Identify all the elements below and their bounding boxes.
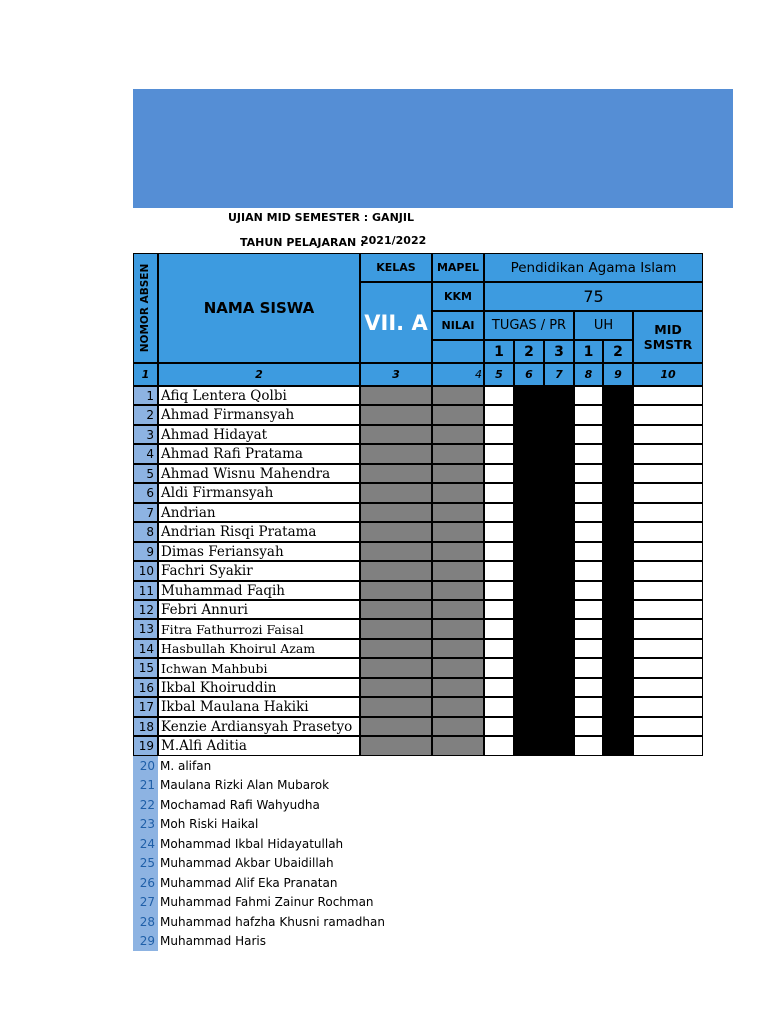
row-number: 5 xyxy=(133,464,158,483)
row-number: 21 xyxy=(133,775,158,795)
uh-1-cell[interactable] xyxy=(574,503,603,522)
kelas-cell xyxy=(360,619,432,639)
uh-1-cell[interactable] xyxy=(574,542,603,561)
nilai-cell xyxy=(432,717,484,736)
tugas-1-cell[interactable] xyxy=(484,581,514,600)
mid-cell[interactable] xyxy=(633,619,703,639)
uh-1-cell[interactable] xyxy=(574,405,603,425)
tugas-2-3-cell xyxy=(514,386,574,405)
nilai-cell xyxy=(432,639,484,658)
student-name: M. alifan xyxy=(160,758,212,773)
tugas-1-cell[interactable] xyxy=(484,639,514,658)
header-nama-siswa: NAMA SISWA xyxy=(158,253,360,363)
tugas-1-cell[interactable] xyxy=(484,678,514,697)
student-name: Ichwan Mahbubi xyxy=(158,658,360,678)
uh-1-cell[interactable] xyxy=(574,386,603,405)
column-number: 4 xyxy=(432,363,484,386)
header-tugas-number: 1 xyxy=(484,340,514,363)
student-name: M.Alfi Aditia xyxy=(158,736,360,756)
uh-1-cell[interactable] xyxy=(574,658,603,678)
tugas-2-3-cell xyxy=(514,444,574,464)
uh-1-cell[interactable] xyxy=(574,464,603,483)
uh-2-cell xyxy=(603,619,633,639)
tugas-2-3-cell xyxy=(514,697,574,717)
header-uh-number: 1 xyxy=(574,340,603,363)
row-number: 13 xyxy=(133,619,158,639)
kelas-cell xyxy=(360,678,432,697)
kelas-cell xyxy=(360,503,432,522)
kelas-cell xyxy=(360,658,432,678)
nilai-cell xyxy=(432,444,484,464)
row-number: 1 xyxy=(133,386,158,405)
tugas-2-3-cell xyxy=(514,464,574,483)
student-name: Ikbal Maulana Hakiki xyxy=(158,697,360,717)
nilai-cell xyxy=(432,619,484,639)
tugas-2-3-cell xyxy=(514,425,574,444)
header-tugas-number: 3 xyxy=(544,340,574,363)
student-name: Moh Riski Haikal xyxy=(160,817,259,831)
row-number: 29 xyxy=(133,931,158,951)
tugas-2-3-cell xyxy=(514,405,574,425)
uh-1-cell[interactable] xyxy=(574,736,603,756)
header-kelas-label: KELAS xyxy=(360,253,432,282)
nilai-cell xyxy=(432,561,484,581)
exam-label: UJIAN MID SEMESTER : GANJIL xyxy=(228,211,414,224)
row-number: 24 xyxy=(133,834,158,853)
kelas-cell xyxy=(360,736,432,756)
row-number: 8 xyxy=(133,522,158,542)
uh-1-cell[interactable] xyxy=(574,425,603,444)
kelas-cell xyxy=(360,600,432,619)
uh-1-cell[interactable] xyxy=(574,717,603,736)
tugas-2-3-cell xyxy=(514,717,574,736)
uh-2-cell xyxy=(603,639,633,658)
column-number: 5 xyxy=(484,363,514,386)
uh-2-cell xyxy=(603,561,633,581)
tugas-1-cell[interactable] xyxy=(484,405,514,425)
uh-2-cell xyxy=(603,542,633,561)
mid-cell[interactable] xyxy=(633,464,703,483)
nilai-cell xyxy=(432,425,484,444)
nilai-cell xyxy=(432,386,484,405)
header-uh-label: UH xyxy=(574,311,633,340)
uh-1-cell[interactable] xyxy=(574,561,603,581)
mid-cell[interactable] xyxy=(633,717,703,736)
kelas-cell xyxy=(360,464,432,483)
header-nomor-absen xyxy=(133,253,158,363)
student-name: Muhammad Fahmi Zainur Rochman xyxy=(160,895,374,909)
student-name: Febri Annuri xyxy=(158,600,360,619)
row-number: 18 xyxy=(133,717,158,736)
nilai-cell xyxy=(432,483,484,503)
header-mapel-value: Pendidikan Agama Islam xyxy=(484,253,703,282)
kelas-cell xyxy=(360,425,432,444)
uh-2-cell xyxy=(603,464,633,483)
row-number: 17 xyxy=(133,697,158,717)
tugas-1-cell[interactable] xyxy=(484,619,514,639)
row-number: 11 xyxy=(133,581,158,600)
column-number: 1 xyxy=(133,363,158,386)
row-number: 26 xyxy=(133,873,158,892)
row-number: 10 xyxy=(133,561,158,581)
tugas-1-cell[interactable] xyxy=(484,503,514,522)
header-uh-number: 2 xyxy=(603,340,633,363)
header-tugas-label: TUGAS / PR xyxy=(484,311,574,340)
mid-cell[interactable] xyxy=(633,542,703,561)
uh-2-cell xyxy=(603,717,633,736)
student-name: Mohammad Ikbal Hidayatullah xyxy=(160,836,344,851)
uh-2-cell xyxy=(603,581,633,600)
mid-cell[interactable] xyxy=(633,736,703,756)
nilai-cell xyxy=(432,542,484,561)
nilai-cell xyxy=(432,600,484,619)
tugas-2-3-cell xyxy=(514,581,574,600)
header-nilai-label: NILAI xyxy=(432,311,484,340)
student-name: Dimas Feriansyah xyxy=(158,542,360,561)
uh-2-cell xyxy=(603,483,633,503)
student-name: Ikbal Khoiruddin xyxy=(158,678,360,697)
student-name: Ahmad Rafi Pratama xyxy=(158,444,360,464)
uh-1-cell[interactable] xyxy=(574,522,603,542)
row-number: 12 xyxy=(133,600,158,619)
mid-cell[interactable] xyxy=(633,561,703,581)
kelas-cell xyxy=(360,717,432,736)
column-number: 2 xyxy=(158,363,360,386)
kelas-cell xyxy=(360,639,432,658)
mid-cell[interactable] xyxy=(633,678,703,697)
uh-2-cell xyxy=(603,386,633,405)
year-label: TAHUN PELAJARAN : xyxy=(240,236,365,249)
column-number: 7 xyxy=(544,363,574,386)
nilai-cell xyxy=(432,405,484,425)
tugas-1-cell[interactable] xyxy=(484,542,514,561)
uh-1-cell[interactable] xyxy=(574,444,603,464)
tugas-1-cell[interactable] xyxy=(484,483,514,503)
uh-1-cell[interactable] xyxy=(574,697,603,717)
nilai-cell xyxy=(432,678,484,697)
row-number: 20 xyxy=(133,756,158,775)
tugas-2-3-cell xyxy=(514,678,574,697)
tugas-1-cell[interactable] xyxy=(484,697,514,717)
student-name: Muhammad Akbar Ubaidillah xyxy=(160,856,334,870)
student-name: Aldi Firmansyah xyxy=(158,483,360,503)
student-name: Muhammad Faqih xyxy=(158,581,360,600)
row-number: 22 xyxy=(133,795,158,814)
uh-1-cell[interactable] xyxy=(574,619,603,639)
student-name: Maulana Rizki Alan Mubarok xyxy=(160,778,330,792)
row-number: 7 xyxy=(133,503,158,522)
row-number: 25 xyxy=(133,853,158,873)
uh-2-cell xyxy=(603,697,633,717)
mid-cell[interactable] xyxy=(633,386,703,405)
mid-cell[interactable] xyxy=(633,522,703,542)
header-kkm-value: 75 xyxy=(484,282,703,311)
kelas-cell xyxy=(360,542,432,561)
tugas-2-3-cell xyxy=(514,658,574,678)
kelas-cell xyxy=(360,386,432,405)
kelas-cell xyxy=(360,444,432,464)
header-tugas-number: 2 xyxy=(514,340,544,363)
uh-1-cell[interactable] xyxy=(574,483,603,503)
row-number: 6 xyxy=(133,483,158,503)
row-number: 9 xyxy=(133,542,158,561)
mid-cell[interactable] xyxy=(633,483,703,503)
uh-2-cell xyxy=(603,736,633,756)
student-name: Muhammad Alif Eka Pranatan xyxy=(160,875,338,890)
nilai-cell xyxy=(432,581,484,600)
column-number: 3 xyxy=(360,363,432,386)
kelas-cell xyxy=(360,697,432,717)
tugas-1-cell[interactable] xyxy=(484,444,514,464)
uh-2-cell xyxy=(603,444,633,464)
mid-cell[interactable] xyxy=(633,697,703,717)
mid-cell[interactable] xyxy=(633,405,703,425)
student-name: Fitra Fathurrozi Faisal xyxy=(158,619,360,639)
student-name: Ahmad Firmansyah xyxy=(158,405,360,425)
uh-2-cell xyxy=(603,522,633,542)
student-name: Ahmad Wisnu Mahendra xyxy=(158,464,360,483)
tugas-2-3-cell xyxy=(514,600,574,619)
kelas-cell xyxy=(360,561,432,581)
row-number: 3 xyxy=(133,425,158,444)
header-nilai-blank xyxy=(432,340,484,363)
kelas-cell xyxy=(360,522,432,542)
row-number: 2 xyxy=(133,405,158,425)
tugas-2-3-cell xyxy=(514,542,574,561)
header-kelas-value: VII. A xyxy=(360,282,432,363)
row-number: 27 xyxy=(133,892,158,912)
uh-1-cell[interactable] xyxy=(574,678,603,697)
uh-2-cell xyxy=(603,678,633,697)
row-number: 23 xyxy=(133,814,158,834)
student-name: Mochamad Rafi Wahyudha xyxy=(160,797,320,812)
uh-1-cell[interactable] xyxy=(574,581,603,600)
kelas-cell xyxy=(360,483,432,503)
uh-2-cell xyxy=(603,405,633,425)
tugas-1-cell[interactable] xyxy=(484,464,514,483)
tugas-2-3-cell xyxy=(514,503,574,522)
student-name: Muhammad hafzha Khusni ramadhan xyxy=(160,914,385,929)
row-number: 16 xyxy=(133,678,158,697)
student-name: Ahmad Hidayat xyxy=(158,425,360,444)
column-number: 8 xyxy=(574,363,603,386)
uh-2-cell xyxy=(603,658,633,678)
nilai-cell xyxy=(432,522,484,542)
header-mid-label: MID SMSTR xyxy=(633,311,703,363)
row-number: 19 xyxy=(133,736,158,756)
student-name: Andrian xyxy=(158,503,360,522)
tugas-1-cell[interactable] xyxy=(484,658,514,678)
column-number: 9 xyxy=(603,363,633,386)
student-name: Fachri Syakir xyxy=(158,561,360,581)
uh-2-cell xyxy=(603,503,633,522)
tugas-1-cell[interactable] xyxy=(484,600,514,619)
row-number: 28 xyxy=(133,912,158,931)
nilai-cell xyxy=(432,736,484,756)
mid-cell[interactable] xyxy=(633,503,703,522)
mid-cell[interactable] xyxy=(633,444,703,464)
nilai-cell xyxy=(432,464,484,483)
tugas-1-cell[interactable] xyxy=(484,522,514,542)
mid-cell[interactable] xyxy=(633,425,703,444)
row-number: 4 xyxy=(133,444,158,464)
nomor-absen-label: NOMOR ABSEN xyxy=(139,263,152,353)
nilai-cell xyxy=(432,503,484,522)
tugas-1-cell[interactable] xyxy=(484,736,514,756)
mid-cell[interactable] xyxy=(633,658,703,678)
mid-cell[interactable] xyxy=(633,639,703,658)
kelas-cell xyxy=(360,405,432,425)
nilai-cell xyxy=(432,658,484,678)
tugas-2-3-cell xyxy=(514,619,574,639)
tugas-1-cell[interactable] xyxy=(484,561,514,581)
tugas-2-3-cell xyxy=(514,561,574,581)
tugas-2-3-cell xyxy=(514,522,574,542)
row-number: 15 xyxy=(133,658,158,678)
uh-1-cell[interactable] xyxy=(574,600,603,619)
tugas-2-3-cell xyxy=(514,736,574,756)
header-mapel-label: MAPEL xyxy=(432,253,484,282)
student-name: Muhammad Haris xyxy=(160,934,266,948)
mid-cell[interactable] xyxy=(633,581,703,600)
student-name: Kenzie Ardiansyah Prasetyo xyxy=(158,717,360,736)
student-name: Afiq Lentera Qolbi xyxy=(158,386,360,405)
tugas-2-3-cell xyxy=(514,639,574,658)
student-name: Andrian Risqi Pratama xyxy=(158,522,360,542)
column-number: 6 xyxy=(514,363,544,386)
tugas-1-cell[interactable] xyxy=(484,717,514,736)
tugas-1-cell[interactable] xyxy=(484,386,514,405)
row-number: 14 xyxy=(133,639,158,658)
tugas-1-cell[interactable] xyxy=(484,425,514,444)
kelas-cell xyxy=(360,581,432,600)
uh-1-cell[interactable] xyxy=(574,639,603,658)
uh-2-cell xyxy=(603,600,633,619)
tugas-2-3-cell xyxy=(514,483,574,503)
student-name: Hasbullah Khoirul Azam xyxy=(158,639,360,658)
mid-cell[interactable] xyxy=(633,600,703,619)
header-kkm-label: KKM xyxy=(432,282,484,311)
column-number: 10 xyxy=(633,363,703,386)
year-value: 2021/2022 xyxy=(361,234,427,247)
uh-2-cell xyxy=(603,425,633,444)
nilai-cell xyxy=(432,697,484,717)
